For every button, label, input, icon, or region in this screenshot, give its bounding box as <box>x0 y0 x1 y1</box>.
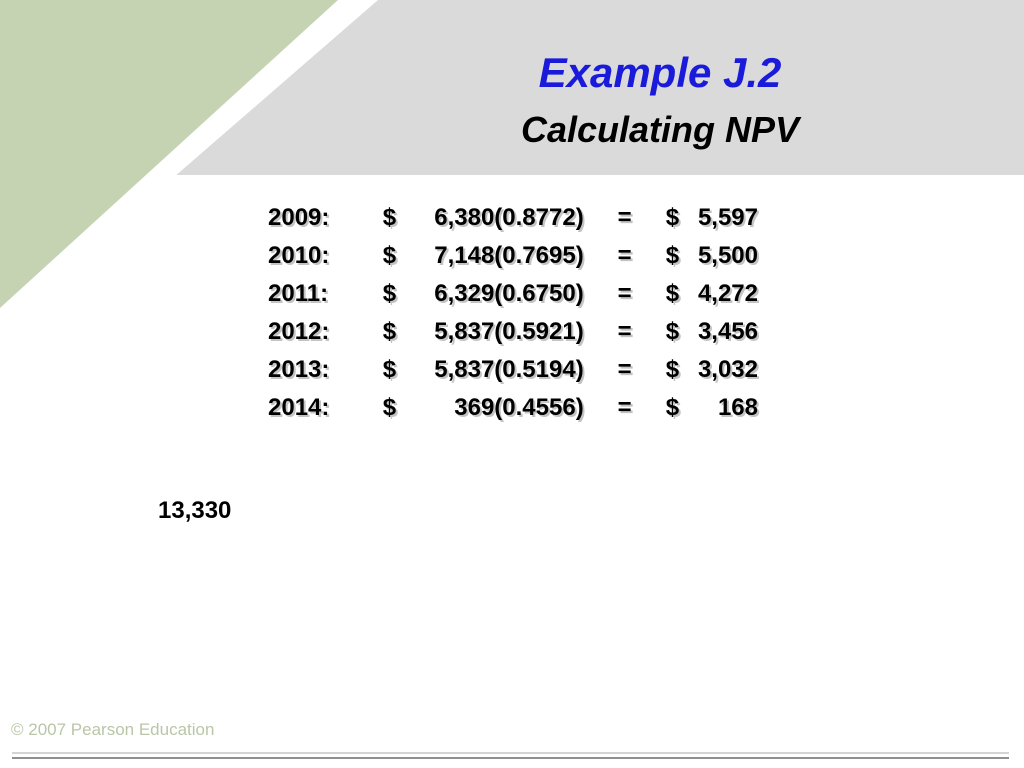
row-present-value: 5,500 <box>697 242 758 269</box>
row-present-value: 4,272 <box>697 280 758 307</box>
row-equals-sign: = <box>617 280 632 307</box>
row-cash-flow-times-factor: 369(0.4556) <box>454 394 584 421</box>
row-dollar-sign: $ <box>665 242 680 269</box>
npv-calculation-table <box>268 199 758 427</box>
row-year: 2012: <box>268 318 330 345</box>
row-cash-flow-times-factor: 6,380(0.8772) <box>434 204 584 231</box>
table-row <box>268 275 758 313</box>
row-dollar-sign: $ <box>665 280 680 307</box>
row-dollar-sign: $ <box>382 356 397 383</box>
row-dollar-sign: $ <box>665 356 680 383</box>
row-dollar-sign: $ <box>382 204 397 231</box>
row-equals-sign: = <box>617 204 632 231</box>
row-dollar-sign: $ <box>665 394 680 421</box>
row-dollar-sign: $ <box>382 242 397 269</box>
row-cash-flow-times-factor: 7,148(0.7695) <box>434 242 584 269</box>
footer-divider-dark <box>12 757 1009 759</box>
row-year: 2013: <box>268 356 330 383</box>
row-cash-flow-times-factor: 5,837(0.5194) <box>434 356 584 383</box>
row-dollar-sign: $ <box>665 204 680 231</box>
row-cash-flow-times-factor: 5,837(0.5921) <box>434 318 584 345</box>
clipped-text-fragment: 13,330 <box>158 497 232 524</box>
row-present-value: 168 <box>717 394 758 421</box>
row-present-value: 3,456 <box>697 318 758 345</box>
table-row <box>268 199 758 237</box>
row-year: 2010: <box>268 242 330 269</box>
table-row <box>268 389 758 427</box>
row-present-value: 5,597 <box>697 204 758 231</box>
row-equals-sign: = <box>617 356 632 383</box>
row-equals-sign: = <box>617 318 632 345</box>
row-dollar-sign: $ <box>665 318 680 345</box>
row-equals-sign: = <box>617 394 632 421</box>
table-row <box>268 237 758 275</box>
footer-divider-light <box>12 752 1009 754</box>
row-year: 2009: <box>268 204 330 231</box>
slide-subtitle: Calculating NPV <box>520 109 800 150</box>
table-row <box>268 351 758 389</box>
row-cash-flow-times-factor: 6,329(0.6750) <box>434 280 584 307</box>
row-equals-sign: = <box>617 242 632 269</box>
row-dollar-sign: $ <box>382 280 397 307</box>
row-year: 2014: <box>268 394 330 421</box>
row-dollar-sign: $ <box>382 394 397 421</box>
row-year: 2011: <box>268 280 329 307</box>
slide-title: Example J.2 <box>538 49 782 96</box>
table-row <box>268 313 758 351</box>
row-dollar-sign: $ <box>382 318 397 345</box>
copyright-notice: © 2007 Pearson Education <box>11 720 215 739</box>
row-present-value: 3,032 <box>697 356 758 383</box>
